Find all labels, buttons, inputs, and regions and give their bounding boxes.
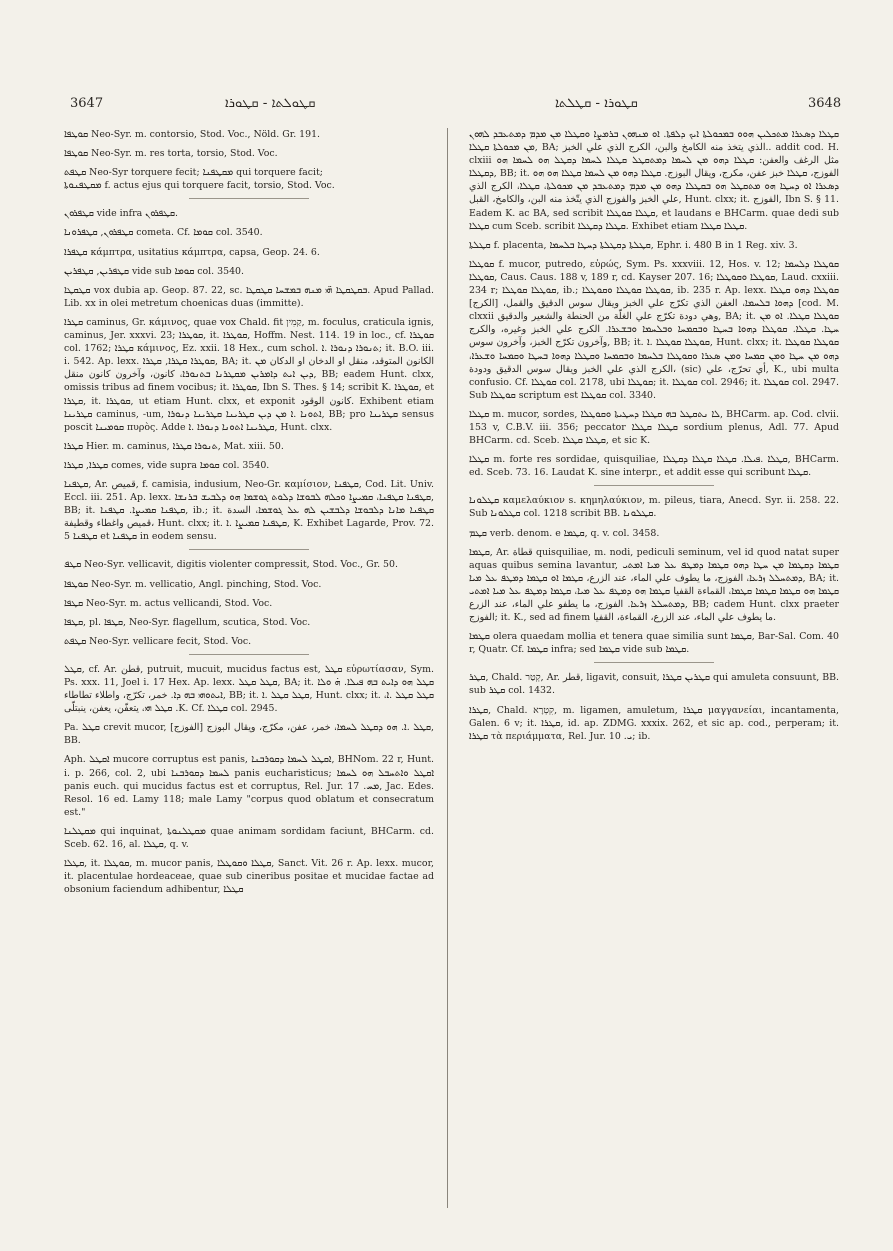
- section-separator: [594, 662, 714, 663]
- entry-text: ܩܛܪܐ, ܩܛܪܐ comes, vide supra ܩܘܡܐ col. 3540.: [64, 459, 270, 471]
- running-head-right: ܩܛܘܪܐ - ܩܛܠܬܐ: [555, 96, 638, 111]
- entry-text: ܩܛܡܐ olera quaedam mollia et tenera quae similia sunt ܩܛܡܐ, Bar-Sal. Com. 40 r, Quatr. Cf. ܩܛܡܐ infra; sed ܩܛܡܐ vide sub ܩܛܡܐ.: [469, 631, 839, 656]
- right-column: [469, 128, 839, 749]
- entry-text: Aph. ܐܩܛܠ mucore corruptus est panis, ܐܩܛܠ ܠܚܡܐ ܕܩܘܪܒܢܐ, BHNom. 22 r, Hunt. i. p. 266, col. 2, ubi ܠܚܡܐ ܕܩܘܪܒܢܐ panis eucharisticus; ܐܩܛܠ ܘܐܬܚܒܠ ܗܘ ܠܚܡܐ panis euch. qui mucidus factus est et corruptus, Rel. Jur. ܡܚ. 17, Jac. Edes. Resol. 16 ed. Lamy 118; male Lamy "corpus quod oblatum et consecratum est.": [64, 754, 434, 818]
- dictionary-entry: [64, 166, 434, 192]
- entry-text: ܩܛܦܪܘܢ, ܩܛܦܪܘܢܐ cometa. Cf. ܩܘܡܐ col. 3540.: [64, 227, 263, 239]
- dictionary-entry: [469, 128, 839, 233]
- entry-text: ܩܛܦܬ Neo-Syr. vellicare fecit, Stod. Voc.: [64, 635, 252, 647]
- entry-text: ܩܛܦܐ Neo-Syr. m. actus vellicandi, Stod. Voc.: [64, 597, 273, 609]
- dictionary-entry: [64, 753, 434, 818]
- dictionary-entry: [469, 546, 839, 625]
- entry-text: ܩܛܪܐ caminus, Gr. κάμινος, quae vox Chald. fit קַמִין, m. foculus, craticula ignis, caminus, Jer. xxxvi. 23; ܩܘܛܪܐ, it. ܩܘܛܪܐ, Hoffm. Nest. 114. 19 in loc., cf. ܩܘܛܪܐ col. 1762; ܩܛܪܐ κάμινος, Ez. xxii. 18 Hex., cum schol. ܬܢܘܪܐ ܕܢܘܪܐ .ܐ; it. B.O. iii. i. 542. Ap. lexx. ܩܘܛܪܐ ܩܛܪܐ, ܩܛܪܐ, BA; it. الكانون المتوقد، منقل او الدخان او الدكان ܡܢ ܕܝܢ ܐܝܬ ܕܐܡܪܝܢ ܡܩܛܪܢܐ ܒܬܢܘܪܐ، كانون، وآخرون كانون منقل, BB; eadem Hunt. clxx, omissis tribus ad finem vocibus; it. ܩܘܛܪܐ, Ibn S. Thes. § 14; scribit K. ܩܘܛܪܐ, et ܩܛܪܐ, it. ܩܘܛܪܐ, ut etiam Hunt. clxx, et exponit كانون الوقود. Exhibent etiam ܩܛܪܝܢܐ caminus, -um, ܐܬܘܢܐ .ܐ ܡܢ ܕܝܢ ܩܛܪܝܢܐ ܩܛܪܝܢܐ ܕܢܘܪܐ, BB; pro ܩܛܪܝܢܐ sensus poscit ܩܘܡܝܢܐ πυρὸς. Adde ܩܛܪܝܢܐ ܐܬܘܢܐ ܕܢܘܪܐ .ܐ, Hunt. clxx.: [64, 316, 434, 433]
- dictionary-entry: [64, 265, 434, 278]
- dictionary-entry: [64, 721, 434, 747]
- section-separator: [189, 549, 309, 550]
- entry-text: ܩܛܦܪܐ κάμπτρα, usitatius κάμπτρα, capsa, Geop. 24. 6.: [64, 246, 320, 258]
- dictionary-entry: [469, 408, 839, 447]
- dictionary-entry: [469, 494, 839, 520]
- dictionary-entry: [64, 226, 434, 239]
- running-head-left: ܩܛܘܠܬܐ - ܩܛܘܪܐ: [225, 96, 316, 111]
- dictionary-entry: [64, 578, 434, 591]
- entry-text: ܩܛܠܐ ܕܣܥܪܐ ܡܬܟܠܝܢ ܗܘܘ ܒܡܟܘܠܬܐ ܐܝܟ ܕܠܦܬܐ. ܐܘ ܡܢܗܘܢ ܒܪܡܨܐ ܘܩܛܠܐ ܡܢ ܡܕܡ ܕܡܬܥܒܕ ܠܗܘܢ ܡܢ ܡܟܘܠܬܐ ܩܛܠܐ, BA; الذي يتخذ منه الكامخ والبن، الكرج الذي علي الخبز.. addit cod. H. clxiii مثل الرغف والعفن: ܩܛܠܐ ܕܗܘ ܡܢ ܠܚܡܐ ܕܡܬܩܛܠ ܩܛܠܐ ܠܚܡܐ ܕܩܛܠ ܗܘ ܠܚܡܐ ܗܘ ܕܩܛܠܐ, BB; it. الفوزج، ܩܛܠܐ خبز عفن، مكرج، ويقال البوزج. ܩܛܠܐ ܕܗܘ ܡܢ ܠܚܡܐ ܩܛܠܐ ܗܘ ܗܘ ܕܣܥܪܐ ܐܘ ܕܚܛܐ ܗܘ ܡܬܩܛܠ ܗܘ ܒܩܛܠܐ ܕܗܘ ܡܢ ܡܕܡ ܕܡܬܥܒܕ ܡܢ ܡܟܘܠܬܐ، ܩܛܠܐ، الكرج الذي علي الخبز والفوزج الذي يتّخذ منه البن، والكامخ، القبل, Hunt. clxx; it. الفوزج, Ibn S. § 11. Eadem K. ac BA, sed scribit ܩܛܠܐ ܩܘܛܠܐ, et laudans e BHCarm. quae dedi sub ܩܛܠܐ cum Sceb. scribit ܩܛܠܐ ܕܩܛܠܐ. Exhibet etiam ܩܛܠܐ ܩܛܠܐ.: [469, 129, 839, 232]
- dictionary-entry: [469, 630, 839, 656]
- dictionary-entry: [469, 671, 839, 697]
- entry-text: ܩܛܠ, cf. Ar. قطن, putruit, mucuit, mucidus factus est, ܩܛܠ εὐρωτίασαν, Sym. Ps. xxx. 11, Joel i. 17 Hex. Ap. lexx. ܩܛܠ ܩܛܠ, BA; it. ܩܛܠ ܗܘ ܕܐܝܬ ܒܗ ܦܝܠܐ. ܗ̇ ܘܠܐ ܐܝܬܘܗܝ ܒܗ ܕܐ. خمر، تكرّج، واطلاء تطاطاء, BB; it. ܩܛܠ ܩܛܠ .ܐ, Hunt. clxx; it. ܩܛܠ ܩܛܠ .ܐ، ܩܛܠ ܗܝ، يتعفّن، يعفن، ينبتلّى .K. Cf. ܩܛܠܐ col. 2945.: [64, 663, 435, 715]
- entry-text: ܩܛܠܐ m. mucor, sordes, ܠܐ ܢܬܩܛܠ ܒܗ ܩܛܠܐ ܕܚܛܝܬܐ ܘܩܘܛܠܐ, BHCarm. ap. Cod. clvii. 153 v, C.B.V. iii. 356; peccator ܩܛܠܐ ܩܛܠܐ sordium plenus, Adl. 77. Apud BHCarm. cd. Sceb. ܩܛܠܐ ܩܛܠܐ, et sic K.: [469, 408, 840, 447]
- section-separator: [189, 198, 309, 199]
- dictionary-entry: [64, 246, 434, 259]
- entry-text: ܩܛܪܐ, Chald. קִטְרָא, m. ligamen, amuletum, ܩܛܪܐ μαγγανείαι, incantamenta, Galen. 6 v; it. ܩܛܪܐ, id. ap. ZDMG. xxxix. 262, et sic ap. cod., perperam; it. ܩܛܪܐ τὰ περιάμματα, Rel. Jur. ܝ. 10; ib.: [469, 704, 839, 742]
- page-number-left: 3647: [70, 96, 104, 111]
- entry-text: ܩܛܠܬܐ f. placenta, ܩܛܠܬܐ ܕܩܛܠܬܐ ܕܚܛܐ ܒܠܚܡܐ, Ephr. i. 480 B in 1 Reg. xiv. 3.: [469, 239, 798, 251]
- dictionary-entry: [64, 207, 434, 220]
- entry-text: ܩܘܛܦܐ Neo-Syr. m. contorsio, Stod. Voc., Nöld. Gr. 191.: [64, 129, 321, 140]
- entry-text: ܩܛܦܐ, pl. ܩܛܦܐ, Neo-Syr. flagellum, scutica, Stod. Voc.: [64, 616, 311, 628]
- entry-text: ܩܛܪ, Chald. קְטַר, Ar. قطر, ligavit, consuit, ܩܛܪܝܢ ܩܛܪܐ qui amuleta consuunt, BB. sub ܩܛܪ col. 1432.: [469, 672, 840, 697]
- entry-text: ܡܩܛܠܢܐ qui inquinat, ܡܩܛܠܢܘܬܐ quae animam sordidam faciunt, BHCarm. cd. Sceb. 62. 16, al. ܩܛܠܐ, q. v.: [64, 825, 434, 851]
- entry-text: ܩܛܠܐ, it. ܩܘܛܠܐ, m. mucor panis, ܩܛܠܐ ܘܩܘܛܠܐ, Sanct. Vit. 26 r. Ap. lexx. mucor, it. placentulae hordeaceae, quae sub cineribus positae et mucidae factae ad obsonium faciendum adhibentur, ܩܛܠܐ: [64, 858, 434, 896]
- dictionary-entry: [64, 147, 434, 160]
- dictionary-entry: [469, 239, 839, 252]
- dictionary-entry: [469, 453, 839, 479]
- entry-text: ܩܘܛܦܐ Neo-Syr. m. vellicatio, Angl. pinching, Stod. Voc.: [64, 578, 322, 590]
- section-separator: [594, 485, 714, 486]
- dictionary-entry: [64, 857, 434, 896]
- dictionary-entry: [64, 316, 434, 434]
- entry-text: ܡܩܛܦܢܘܬܐ f. actus ejus qui torquere facit, torsio, Stod. Voc.: [64, 180, 335, 192]
- column-divider: [447, 128, 448, 1208]
- entry-text: ܩܛܦܬ Neo-Syr torquere fecit; ܡܩܛܦܢܐ qui torquere facit;: [64, 167, 323, 179]
- left-column: [64, 128, 434, 902]
- dictionary-entry: [64, 635, 434, 648]
- entry-text: Pa. ܩܛܠ crevit mucor, ܩܛܠ .ܐ. ܗܘ ܕܩܛܠ ܠܚܡܐ، خمر، عفن، مكرّج، ويقال البوزج [الفوزج], BB.: [64, 722, 434, 747]
- dictionary-entry: [469, 704, 839, 743]
- dictionary-entry: [64, 825, 434, 851]
- dictionary-entry: [469, 527, 839, 540]
- dictionary-entry: [469, 258, 839, 402]
- dictionary-entry: [64, 459, 434, 472]
- dictionary-entry: [64, 440, 434, 453]
- entry-text: ܩܛܩܛܐ vox dubia ap. Geop. 87. 22, sc. ܒܩܛܩܛܐ ܗ̈ܝ ܡܢܗ ܒܡܫܚܐ ܩܛܩܛܐ. Apud Pallad. Lib. xx in olei metretum choenicas duas (immitte).: [64, 284, 435, 309]
- entry-text: ܩܛܦܪܘܢ vide infra ܩܛܦܪܘܢ.: [64, 208, 178, 220]
- entry-text: ܩܛܡ verb. denom. e ܩܛܡܐ, q. v. col. 3458.: [469, 527, 660, 539]
- dictionary-entry: [64, 597, 434, 610]
- dictionary-entry: [64, 284, 434, 310]
- entry-text: ܩܛܦܢܐ, Ar. قميص, f. camisia, indusium, Neo-Gr. καμίσιον, ܩܛܦܢܐ, Cod. Lit. Univ. Eccl. iii. 251. Ap. lexx. ܩܛܦܢܐ ܩܛܦܢܐ، ܩܡܝܨܐ ܘܟܠܗ ܠܒܘܫܐ ܕܠܘܬ ܓܘܫܡܐ ܗܘ ܕܠܒܝܫ ܒܪܢܫܐ, BB; it. ܩܛܦܢܐ ܩܡܝܨܐ. ܩܛܦܢܐ, ib.; it. ܩܛܦܢܐ ܡܐܢܐ ܕܠܒܘܫܐ ܕܠܒܫܝܢ ܠܗ ܥܠ ܓܘܫܡܐ، السدة قميص واغطاء وقطيفة، Hunt. clxx; it. ܩܛܦܢܐ ܩܡܝܨܐ .ܐ, K. Exhibet Lagarde, Prov. 72. 5 ܩܛܦܢܐ et ܩܛܦܢܐ in eodem sensu.: [64, 478, 435, 543]
- dictionary-entry: [64, 616, 434, 629]
- dictionary-entry: [64, 558, 434, 571]
- entry-text: ܩܛܠܐ m. forte res sordidae, quisquiliae, ܩܛܠܐ .ܦܝܠܐ. ܩܛܠܐ ܩܛܠܐ ܕܩܛܠܐ, BHCarm. ed. Sceb. 73. 16. Laudat K. sine interpr., et addit esse qui scribunt ܩܛܠܐ.: [469, 454, 840, 479]
- entry-text: ܩܛܪܐ Hier. m. caminus, ܬܢܘܪܐ ܩܛܪܐ, Mat. xiii. 50.: [64, 440, 284, 452]
- entry-text: ܩܘܛܠܐ f. mucor, putredo, εὐρώς, Sym. Ps. xxxviii. 12, Hos. v. 12; ܩܘܛܠܐ ܕܠܚܡܐ ܩܘܛܠܐ, Caus. Caus. 188 v, 189 r, cd. Kayser 207. 16; ܩܘܛܠܐ ܘܩܘܛܠܐ, Laud. cxxiii. 234 r; ܩܘܛܠܐ ܩܘܛܠܐ, ib.; ܩܘܛܠܐ ܩܘܛܠܐ ܘܩܘܛܠܐ, ib. 235 r. Ap. lexx. ܩܘܛܠܐ ܕܗܘ ܩܛܠܐ ܕܗܘܐ ܒܠܚܡܐ، العفن الذي تكرّج علي الخبز ويقال سوس الدقيق والقمل، [الكرج] [cod. M. clxxii وهي دودة تكرّج علي الغلّة من الحنطة والشعير والدقيق, BA; it. ܩܘܛܠܐ ܩܛܠܐ. ܐܘ ܡܢ ܚܛܐ. ܩܛܠܐ. ܩܘܛܠܐ ܕܗܘܐ ܒܚܛܐ ܘܒܩܡܚܐ ܘܒܠܚܡܐ ܘܒܫܥܪܐ. الكرج علي الخبز وغيره، والكرج وآخرون تكرّج الخبز، وآخرون سوس, BB; it. ܩܘܛܠܐ ܩܘܛܠܐ .ܐ, Hunt. clxx; it. ܩܘܛܠܐ ܩܘܛܠܐ ܕܗܘ ܡܢ ܚܛܐ ܘܡܢ ܩܡܚܐ ܘܡܢ ܣܥܪܐ ܘܩܘܛܠܐ ܒܠܚܡܐ ܘܒܩܡܚܐ ܘܩܛܠܐ ܕܗܘܐ ܒܚܛܐ ܘܩܡܚܐ ܘܫܥܪܐ، الكرج الذي علي الخبز ويقال سوس الدقيق ودودة، (sic) أي تحرّج، علي, K., ubi multa confusio. Cf. ܩܘܛܠܐ col. 2178, ubi ܩܘܛܠܐ; it. ܩܘܛܠܐ col. 2946; it. ܩܘܛܠܐ col. 2947. Sub ܩܘܛܠܐ scriptum est ܩܘܛܠܐ col. 3340.: [469, 258, 840, 401]
- entry-text: ܩܛܦ Neo-Syr. vellicavit, digitis violenter compressit, Stod. Voc., Gr. 50.: [64, 559, 398, 571]
- entry-text: ܩܛܡܐ, Ar. قطاة quisquiliae, m. nodi, pediculi seminum, vel id quod natat super aquas quibus semina lavantur, ܩܛܡܐ ܕܩܛܡܐ ܡܢ ܚܛܐ ܕܗܘ ܩܛܡܐ ܕܡܛܦ ܥܠ ܡܝܐ ܐܡܬܝ ܕܡܬܚܠܠ ܙܪܥܐ، الفوزج، ما يطوف علي الماء، عند الزرع، ܩܛܡܐ ܐܘ ܩܛܡܐ ܕܡܛܦ ܥܠ ܡܝܐ, BA; it. ܩܛܡܐ ܗܘ ܩܛܡܐ ܩܛܡܐ ܩܛܡܐ، القماءة القفيا ܩܛܡܐ ܗܘ ܕܡܛܦ ܥܠ ܡܝܐ، ܩܛܡܐ ܕܡܛܦ ܥܠ ܡܝܐ ܐܡܬܝ ܕܡܬܚܠܠ ܙܪܥܐ. الفوزج، ما يطفو علي الماء، عند الزرع, BB; cadem Hunt. clxx praeter الفوزج; it. K., sed ad finem ما يطوف علي الماء، عند الزرع، القماءة، القفيا.: [469, 546, 839, 624]
- dictionary-entry: [64, 663, 434, 715]
- section-separator: [189, 654, 309, 655]
- dictionary-entry: [64, 128, 434, 141]
- entry-text: ܩܛܠܘܢܐ καμελαύκιον s. κημηλαύκιον, m. pileus, tiara, Anecd. Syr. ii. 258. 22. Sub ܩܛܠܘܢܐ col. 1218 scribit BB. ܩܛܠܘܢܐ.: [469, 495, 839, 520]
- page-number-right: 3648: [808, 96, 842, 111]
- entry-text: ܩܛܦܪܝܢ, ܩܛܦܪܝܢ vide sub ܩܘܡܐ col. 3540.: [64, 265, 244, 277]
- dictionary-entry: [64, 478, 434, 543]
- entry-text: ܩܘܛܦܐ Neo-Syr. m. res torta, torsio, Stod. Voc.: [64, 148, 278, 160]
